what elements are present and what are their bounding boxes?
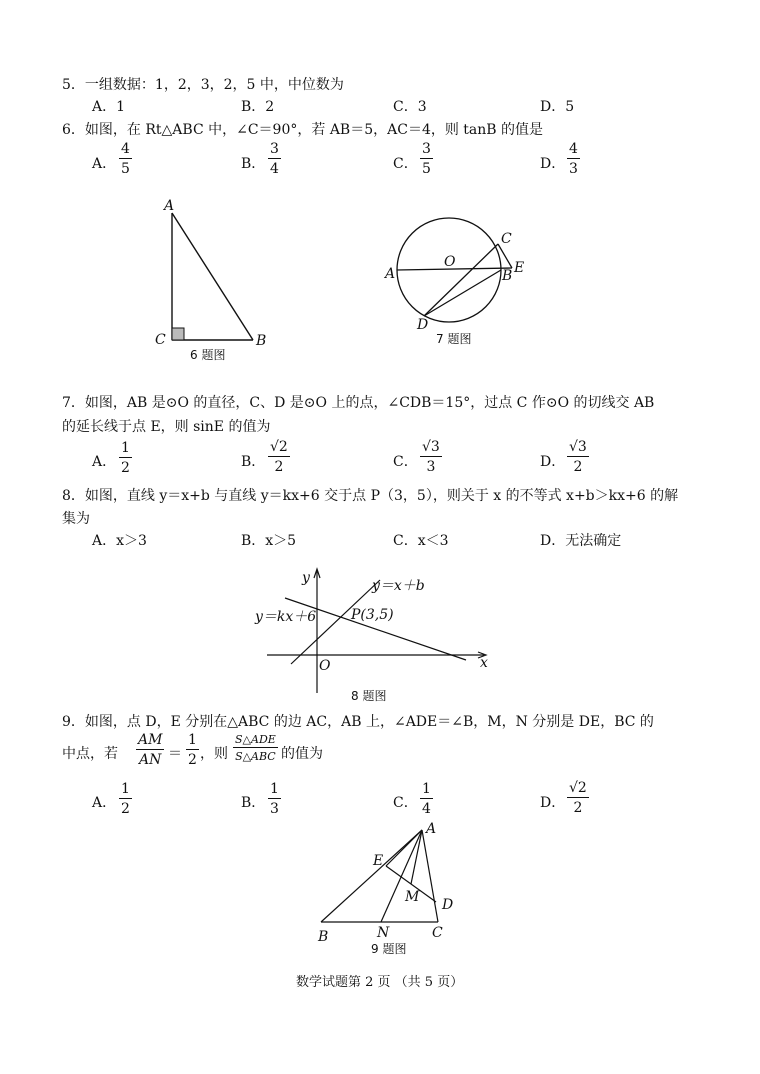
fig9-label-m: M [405,889,420,905]
q6-option-a-fraction: 4 5 [121,141,130,177]
q6-option-b-fraction: 3 4 [270,141,279,177]
q8-option-c: C．x＜3 [393,533,449,549]
q6-text: 6．如图，在 Rt△ABC 中，∠C＝90°，若 AB＝5，AC＝4，则 tanB 的值是 [62,122,544,138]
fig7-label-a: A [385,266,396,282]
fig8-caption: 8 题图 [351,689,387,703]
q6-option-d-fraction: 4 3 [569,141,578,177]
q9-option-b-letter: B． [241,795,266,811]
fig9-label-n: N [377,925,390,941]
q9-ratio-fraction: AM AN [138,732,163,768]
q8-line2: 集为 [62,511,90,527]
fig9-label-e: E [373,853,384,869]
fig6-caption: 6 题图 [190,348,226,362]
q8-option-d: D．无法确定 [540,533,622,549]
q9-option-c-fraction: 1 4 [422,781,431,817]
page-footer: 数学试题第 2 页 （共 5 页） [296,975,464,990]
q5-option-c: C．3 [393,99,427,115]
q9-option-a-fraction: 1 2 [121,781,130,817]
fig6-label-a: A [164,198,175,214]
fig8-label-line2: y＝kx＋6 [255,609,317,625]
q7-option-b-fraction: √2 2 [270,439,288,475]
fig6-label-b: B [256,333,267,349]
q9-half-fraction: 1 2 [188,732,197,768]
q6-option-d-letter: D． [540,156,566,172]
fig9-label-b: B [318,929,329,945]
fig7-label-b: B [502,268,513,284]
q9-line2-pre: 中点，若 [62,746,118,762]
q9-option-b-fraction: 1 3 [270,781,279,817]
q7-option-a-letter: A． [92,454,117,470]
q9-option-d-fraction: √2 2 [569,780,587,816]
q5-text: 5．一组数据：1，2，3，2，5 中，中位数为 [62,77,344,93]
fig8-label-point-p: P(3,5) [351,607,394,623]
q9-option-d-letter: D． [540,795,566,811]
q8-option-a: A．x＞3 [92,533,147,549]
fig8-label-origin: O [319,658,331,674]
fig9-label-d: D [442,897,454,913]
fig6-label-c: C [155,332,166,348]
fig9-label-c: C [432,925,443,941]
q5-option-d: D．5 [540,99,575,115]
q7-option-c-letter: C． [393,454,418,470]
fig7-label-c: C [501,231,512,247]
q6-option-c-letter: C． [393,156,418,172]
q9-option-a-letter: A． [92,795,117,811]
q7-option-d-fraction: √3 2 [569,439,587,475]
fig8-label-line1: y＝x＋b [372,578,425,594]
q7-option-a-fraction: 1 2 [121,440,130,476]
fig7-label-d: D [417,317,429,333]
q7-option-b-letter: B． [241,454,266,470]
q9-then: ，则 [200,746,228,762]
q7-option-d-letter: D． [540,454,566,470]
fig7-label-o: O [444,254,456,270]
q9-line2-post: 的值为 [281,746,323,762]
fig9-caption: 9 题图 [371,942,407,956]
q6-option-a-letter: A． [92,156,117,172]
fig8-label-y-axis: y [302,570,310,586]
fig8-label-x-axis: x [480,655,488,671]
q7-line1: 7．如图，AB 是⊙O 的直径，C、D 是⊙O 上的点，∠CDB＝15°，过点 C 作⊙O 的切线交 AB [62,395,655,411]
q6-option-b-letter: B． [241,156,266,172]
q5-option-b: B．2 [241,99,275,115]
fig7-caption: 7 题图 [436,332,472,346]
q8-line1: 8．如图，直线 y＝x+b 与直线 y＝kx+6 交于点 P（3，5），则关于 x 的不等式 x+b＞kx+6 的解 [62,488,679,504]
fig7-label-e: E [514,260,525,276]
q8-option-b: B．x＞5 [241,533,297,549]
q9-option-c-letter: C． [393,795,418,811]
q6-option-c-fraction: 3 5 [422,141,431,177]
q9-equals: ＝ [168,746,182,762]
q7-option-c-fraction: √3 3 [422,439,440,475]
q9-line1: 9．如图，点 D，E 分别在△ABC 的边 AC，AB 上，∠ADE＝∠B，M，N 分别是 DE，BC 的 [62,714,654,730]
q9-area-fraction: S△ADE S△ABC [235,733,276,763]
q5-option-a: A．1 [92,99,126,115]
fig9-label-a: A [426,821,437,837]
q7-line2: 的延长线于点 E，则 sinE 的值为 [62,419,271,435]
